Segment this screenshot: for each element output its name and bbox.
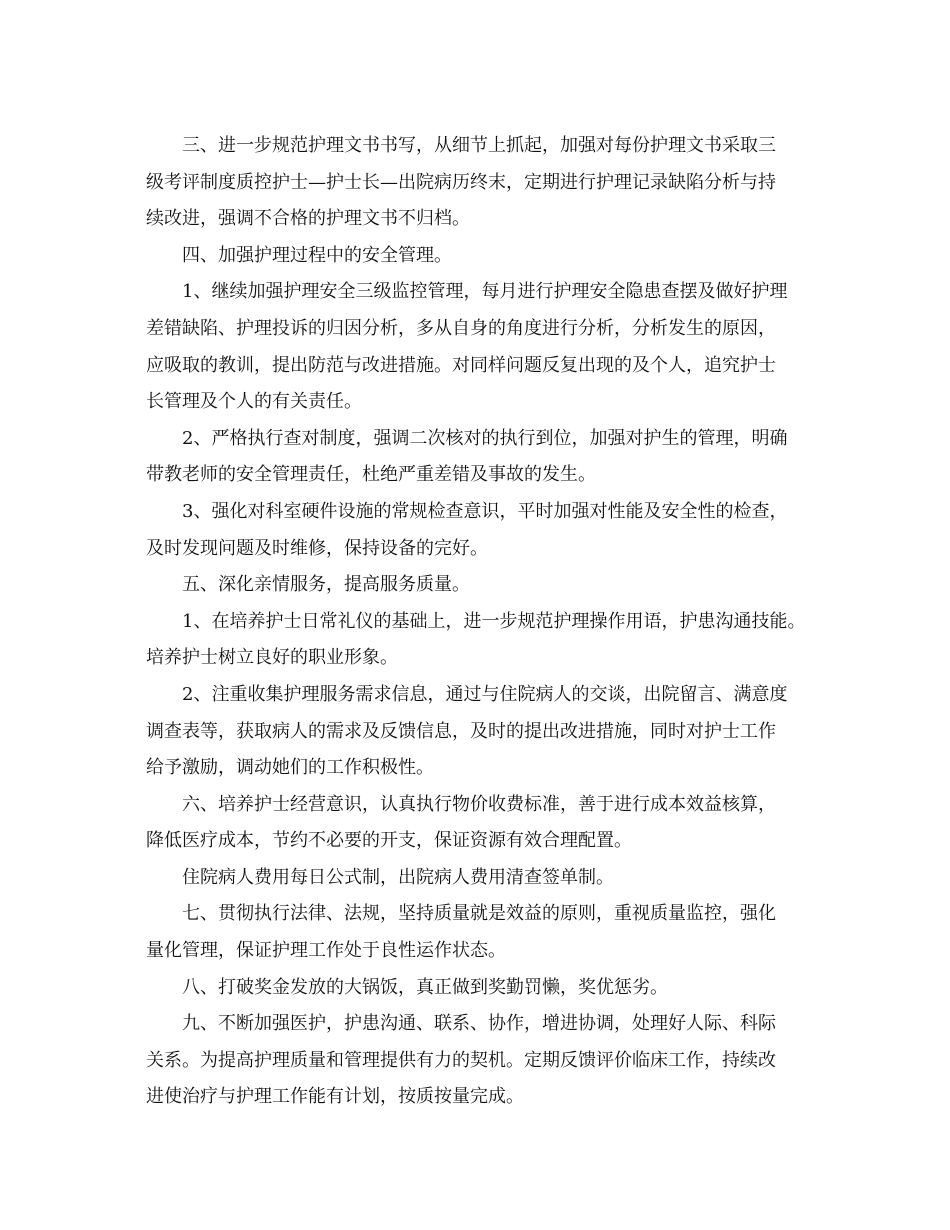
text-line: 调查表等，获取病人的需求及反馈信息，及时的提出改进措施，同时对护士工作 xyxy=(146,720,776,742)
text-line: 五、深化亲情服务，提高服务质量。 xyxy=(182,574,470,596)
document-body xyxy=(146,128,811,1116)
text-line: 带教老师的安全管理责任，杜绝严重差错及事故的发生。 xyxy=(146,464,596,486)
paragraph xyxy=(146,274,811,420)
text-line: 级考评制度质控护士—护士长—出院病历终末，定期进行护理记录缺陷分析与持 xyxy=(146,171,776,193)
text-line: 四、加强护理过程中的安全管理。 xyxy=(182,244,452,266)
paragraph xyxy=(146,128,811,238)
paragraph xyxy=(146,860,811,897)
text-line: 进使治疗与护理工作能有计划，按质按量完成。 xyxy=(146,1086,524,1108)
text-line: 七、贯彻执行法律、法规，坚持质量就是效益的原则，重视质量监控，强化 xyxy=(182,903,776,925)
paragraph xyxy=(146,896,811,969)
text-line: 1、在培养护士日常礼仪的基础上，进一步规范护理操作用语，护患沟通技能。 xyxy=(182,610,806,632)
text-line: 及时发现问题及时维修，保持设备的完好。 xyxy=(146,537,488,559)
paragraph xyxy=(146,970,811,1007)
text-line: 六、培养护士经营意识，认真执行物价收费标准，善于进行成本效益核算， xyxy=(182,793,776,815)
text-line: 量化管理，保证护理工作处于良性运作状态。 xyxy=(146,940,506,962)
paragraph xyxy=(146,421,811,494)
text-line: 3、强化对科室硬件设施的常规检查意识，平时加强对性能及安全性的检查， xyxy=(182,500,788,522)
text-line: 差错缺陷、护理投诉的归因分析，多从自身的角度进行分析，分析发生的原因， xyxy=(146,317,776,339)
paragraph xyxy=(146,604,811,677)
text-line: 续改进，强调不合格的护理文书不归档。 xyxy=(146,208,470,230)
text-line: 给予激励，调动她们的工作积极性。 xyxy=(146,757,434,779)
paragraph xyxy=(146,567,811,604)
text-line: 三、进一步规范护理文书书写，从细节上抓起，加强对每份护理文书采取三 xyxy=(182,135,776,156)
text-line: 1、继续加强护理安全三级监控管理，每月进行护理安全隐患查摆及做好护理 xyxy=(182,281,788,303)
paragraph xyxy=(146,787,811,860)
paragraph xyxy=(146,494,811,567)
text-line: 降低医疗成本，节约不必要的开支，保证资源有效合理配置。 xyxy=(146,830,632,852)
paragraph xyxy=(146,1006,811,1116)
paragraph xyxy=(146,238,811,275)
text-line: 应吸取的教训，提出防范与改进措施。对同样问题反复出现的及个人，追究护士 xyxy=(146,354,776,376)
text-line: 九、不断加强医护，护患沟通、联系、协作，增进协调，处理好人际、科际 xyxy=(182,1013,776,1035)
text-line: 长管理及个人的有关责任。 xyxy=(146,391,362,413)
text-line: 2、严格执行查对制度，强调二次核对的执行到位，加强对护生的管理，明确 xyxy=(182,427,788,449)
text-line: 2、注重收集护理服务需求信息，通过与住院病人的交谈，出院留言、满意度 xyxy=(182,683,788,705)
text-line: 关系。为提高护理质量和管理提供有力的契机。定期反馈评价临床工作，持续改 xyxy=(146,1049,776,1071)
text-line: 八、打破奖金发放的大锅饭，真正做到奖勤罚懒，奖优惩劣。 xyxy=(182,976,668,998)
text-line: 培养护士树立良好的职业形象。 xyxy=(146,647,398,669)
paragraph xyxy=(146,677,811,787)
text-line: 住院病人费用每日公式制，出院病人费用清查签单制。 xyxy=(182,866,614,888)
